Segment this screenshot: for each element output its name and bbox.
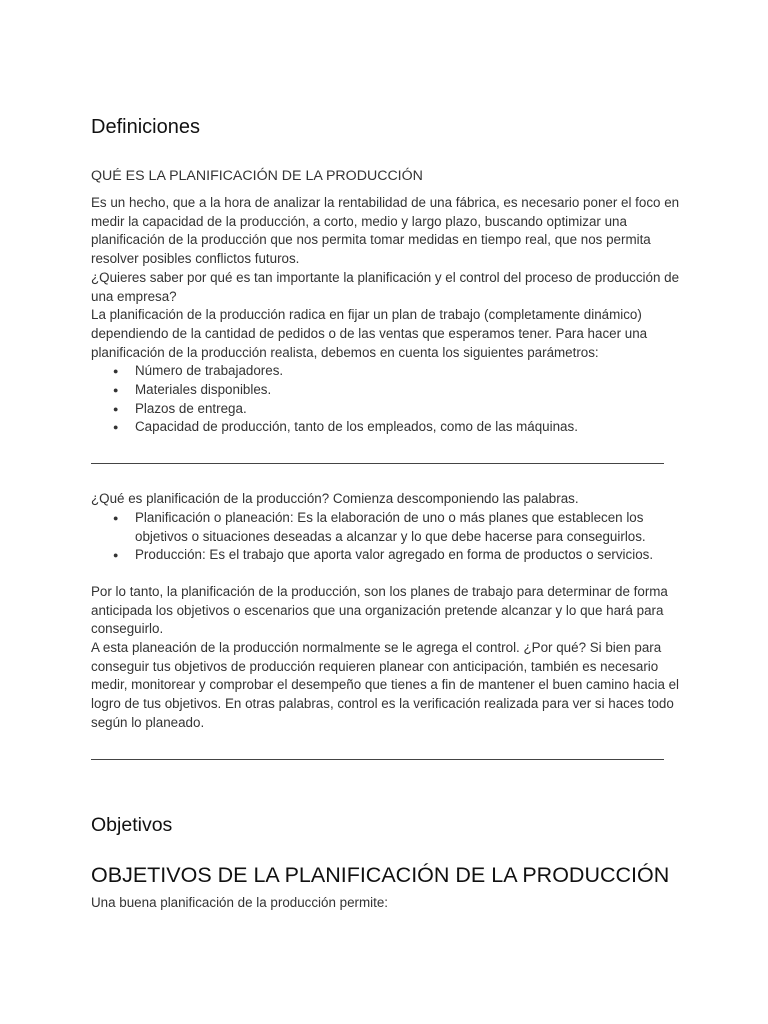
list-item: ● Materiales disponibles.	[135, 381, 681, 400]
list-item: ● Capacidad de producción, tanto de los empleados, como de las máquinas.	[135, 418, 681, 437]
paragraph-plan: La planificación de la producción radica en fijar un plan de trabajo (completamente dinámico) dependiendo de la cantidad de pedidos o de las ventas que esperamos tener. Para hacer una planificación de la producción realista, debemos en cuenta los siguientes parámetros:	[91, 307, 648, 360]
list-item: ● Número de trabajadores.	[135, 362, 681, 381]
objetivos-heading: Objetivos	[91, 813, 173, 836]
list-item: ● Planificación o planeación: Es la elaboración de uno o más planes que establecen los objetivos o situaciones deseadas a alcanzar y lo que debe hacerse para conseguirlos.	[135, 509, 681, 546]
objetivos-planificacion-heading: OBJETIVOS DE LA PLANIFICACIÓN DE LA PRODUCCIÓN	[91, 862, 670, 887]
definiciones-heading: Definiciones	[91, 116, 200, 138]
list-item: ● Plazos de entrega.	[135, 400, 681, 419]
parameters-list	[91, 362, 681, 437]
definitions-list	[91, 509, 681, 565]
planificacion-subheading: QUÉ ES LA PLANIFICACIÓN DE LA PRODUCCIÓN	[91, 168, 423, 184]
list-item: ● Producción: Es el trabajo que aporta valor agregado en forma de productos o servicios.	[135, 546, 681, 565]
document-content	[91, 113, 681, 912]
paragraph-question: ¿Quieres saber por qué es tan importante la planificación y el control del proceso de producción de una empresa?	[91, 269, 680, 304]
paragraph-por-lo-tanto: Por lo tanto, la planificación de la producción, son los planes de trabajo para determinar de forma anticipada los objetivos o escenarios que una organización pretende alcanzar y lo que hará para conseguirlo.	[91, 583, 668, 637]
paragraph-control: A esta planeación de la producción normalmente se le agrega el control. ¿Por qué? Si bien para conseguir tus objetivos de producción requieren planear con anticipación, también es necesario medir, monitorear y comprobar el desempeño que tienes a fin de mantener el buen camino hacia el logro de tus objetivos. En otras palabras, control es la verificación realizada para ver si haces todo según lo planeado.	[91, 640, 680, 730]
paragraph-buena-planificacion: Una buena planificación de la producción permite:	[91, 894, 389, 910]
paragraph-intro: Es un hecho, que a la hora de analizar la rentabilidad de una fábrica, es necesario poner el foco en medir la capacidad de la producción, a corto, medio y largo plazo, buscando optimizar una planificación de la producción que nos permita tomar medidas en tiempo real, que nos permita resolver posibles conflictos futuros.	[91, 195, 680, 267]
paragraph-descomponiendo: ¿Qué es planificación de la producción? Comienza descomponiendo las palabras.	[91, 491, 579, 507]
